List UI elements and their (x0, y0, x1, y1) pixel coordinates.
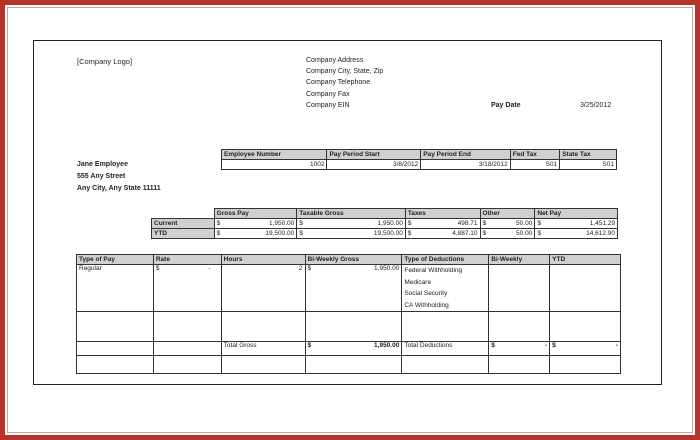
deduction-item: Medicare (404, 278, 432, 286)
employee-info-table (221, 149, 617, 170)
totals-row (77, 342, 621, 356)
header-other: Other (480, 209, 535, 219)
value: - (544, 342, 548, 349)
company-fax: Company Fax (306, 91, 350, 98)
rate-value (153, 265, 221, 312)
currency-symbol: $ (537, 230, 541, 237)
value: 14,612.90 (586, 230, 615, 237)
currency-symbol: $ (482, 220, 487, 227)
employee-name: Jane Employee (77, 161, 128, 168)
pay-period-end-value: 3/18/2012 (421, 160, 511, 170)
empty-cell (153, 356, 221, 374)
table-spacer-row (77, 312, 621, 342)
company-logo-placeholder: [Company Logo] (77, 57, 133, 66)
empty-cell (305, 356, 402, 374)
ytd-gross-pay (214, 229, 297, 239)
current-gross-pay (214, 219, 297, 229)
pay-detail-table (76, 254, 621, 374)
value: - (615, 342, 618, 349)
currency-symbol: $ (537, 220, 541, 227)
header-taxes: Taxes (405, 209, 480, 219)
currency-symbol: $ (307, 342, 312, 349)
header-employee-number: Employee Number (222, 150, 327, 160)
total-gross-label: Total Gross (221, 342, 305, 356)
employee-street: 555 Any Street (77, 173, 126, 180)
empty-cell (77, 356, 154, 374)
current-net-pay (535, 219, 618, 229)
header-rate: Rate (153, 255, 221, 265)
currency-symbol: $ (155, 265, 160, 272)
value: 1,950.00 (377, 220, 403, 227)
empty-cell (489, 356, 550, 374)
header-ytd: YTD (550, 255, 621, 265)
total-deductions-ytd (550, 342, 621, 356)
company-city-state-zip: Company City, State, Zip (306, 68, 384, 75)
deduction-item: CA Withholding (404, 301, 449, 309)
empty-cell (153, 342, 221, 356)
header-hours: Hours (221, 255, 305, 265)
value: 19,500.00 (373, 230, 403, 237)
currency-symbol: $ (216, 220, 221, 227)
empty-cell (402, 312, 489, 342)
value: 498.71 (457, 220, 478, 227)
pay-period-start-value: 3/8/2012 (327, 160, 421, 170)
value: 19,500.00 (265, 230, 295, 237)
bi-weekly-gross-value (305, 265, 402, 312)
header-pay-period-end: Pay Period End (421, 150, 511, 160)
pay-summary-table (151, 208, 618, 239)
empty-cell (153, 312, 221, 342)
ytd-other (480, 229, 535, 239)
header-type-of-deductions: Type of Deductions (402, 255, 489, 265)
employee-city-state: Any City, Any State 11111 (77, 185, 161, 192)
header-state-tax: State Tax (560, 150, 617, 160)
table-row (222, 160, 617, 170)
currency-symbol: $ (299, 230, 303, 237)
current-taxes (405, 219, 480, 229)
value: 50.00 (516, 220, 533, 227)
paystub-sheet (33, 40, 662, 385)
company-address: Company Address (306, 57, 364, 64)
value: 1,950.00 (374, 265, 400, 272)
header-type-of-pay: Type of Pay (77, 255, 154, 265)
pay-type-value: Regular (77, 265, 154, 312)
ytd-net-pay (535, 229, 618, 239)
deduction-item: Social Security (404, 290, 448, 297)
header-taxable-gross: Taxable Gross (297, 209, 406, 219)
table-bottom-row (77, 356, 621, 374)
currency-symbol: $ (407, 220, 412, 227)
deductions-list (402, 265, 489, 312)
empty-cell (77, 312, 154, 342)
header-net-pay: Net Pay (535, 209, 618, 219)
currency-symbol: $ (407, 230, 412, 237)
hours-value: 2 (221, 265, 305, 312)
state-tax-value: S01 (560, 160, 617, 170)
current-other (480, 219, 535, 229)
table-row-current (152, 219, 618, 229)
empty-cell (550, 265, 621, 312)
total-deductions-value (489, 342, 550, 356)
empty-cell (489, 312, 550, 342)
header-pay-period-start: Pay Period Start (327, 150, 421, 160)
ytd-taxes (405, 229, 480, 239)
table-header-row (152, 209, 618, 219)
employee-number-value: 1002 (222, 160, 327, 170)
empty-cell (221, 356, 305, 374)
table-row-ytd (152, 229, 618, 239)
value: 50.00 (516, 230, 533, 237)
company-telephone: Company Telephone (306, 79, 371, 86)
empty-cell (305, 312, 402, 342)
deduction-item: Federal Withholding (404, 267, 463, 274)
value: - (208, 265, 211, 272)
empty-cell (402, 356, 489, 374)
header-bi-weekly-gross: Bi-Weekly Gross (305, 255, 402, 265)
header-gross-pay: Gross Pay (214, 209, 297, 219)
empty-cell (77, 342, 154, 356)
value: 1,451.29 (589, 220, 615, 227)
total-gross-value (305, 342, 402, 356)
table-header-row (222, 150, 617, 160)
value: 4,887.10 (452, 230, 478, 237)
header-blank (152, 209, 215, 219)
header-bi-weekly: Bi-Weekly (489, 255, 550, 265)
currency-symbol: $ (491, 342, 495, 349)
empty-cell (489, 265, 550, 312)
row-label-current: Current (152, 219, 215, 229)
value: 1,950.00 (374, 342, 400, 349)
pay-date-value: 3/25/2012 (580, 102, 612, 109)
row-label-ytd: YTD (152, 229, 215, 239)
table-row (77, 265, 621, 312)
empty-cell (221, 312, 305, 342)
currency-symbol: $ (216, 230, 221, 237)
total-deductions-label: Total Deductions (402, 342, 489, 356)
header-fed-tax: Fed Tax (510, 150, 559, 160)
currency-symbol: $ (552, 342, 556, 349)
current-taxable-gross (297, 219, 406, 229)
value: 1,950.00 (268, 220, 295, 227)
company-ein: Company EIN (306, 102, 350, 109)
ytd-taxable-gross (297, 229, 406, 239)
empty-cell (550, 356, 621, 374)
currency-symbol: $ (482, 230, 487, 237)
currency-symbol: $ (299, 220, 303, 227)
pay-date-label: Pay Date (491, 102, 521, 109)
empty-cell (550, 312, 621, 342)
fed-tax-value: S01 (510, 160, 559, 170)
table-header-row (77, 255, 621, 265)
currency-symbol: $ (307, 265, 312, 272)
